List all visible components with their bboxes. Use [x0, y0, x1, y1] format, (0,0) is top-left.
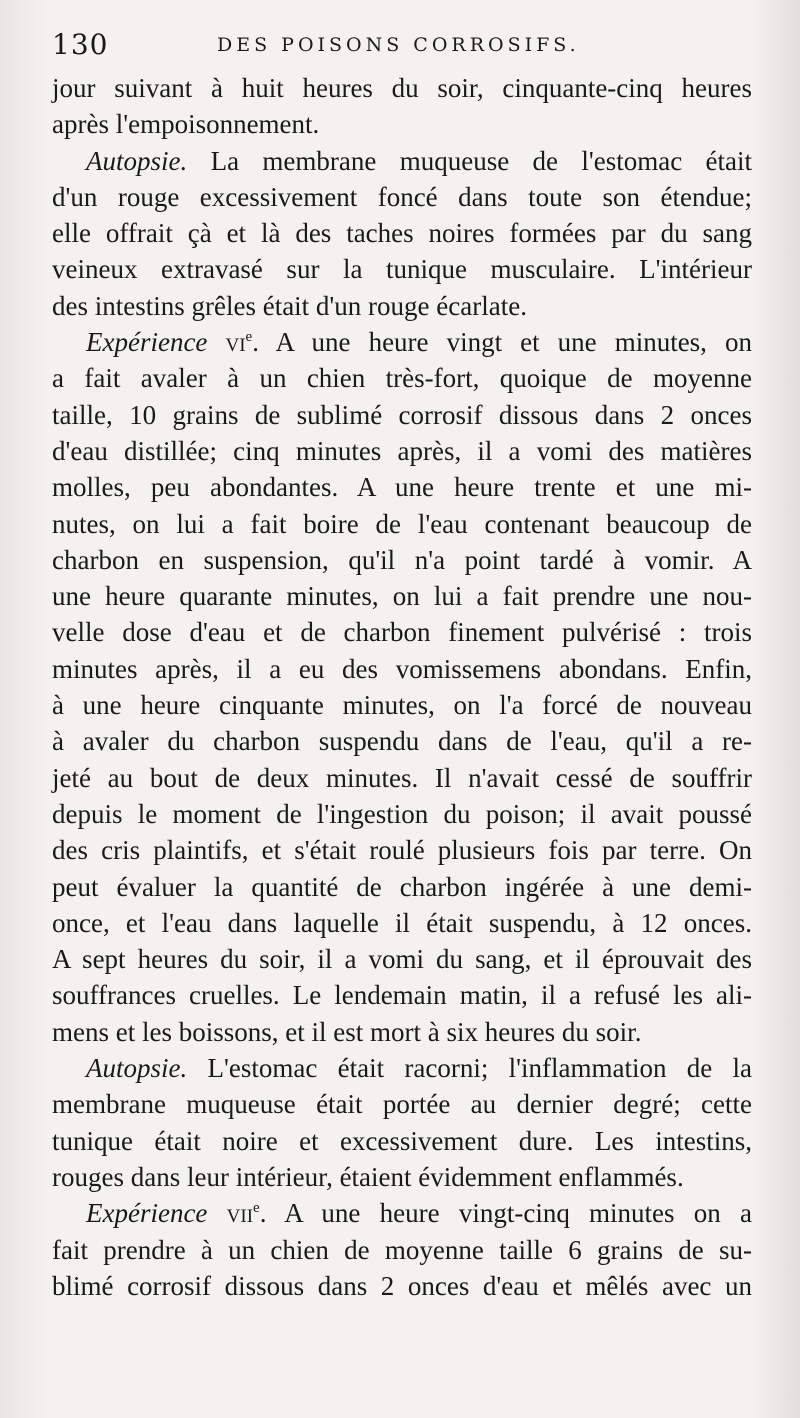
- text-line: velle dose d'eau et de charbon finement pulvérisé : trois: [52, 617, 752, 648]
- text-line: fait prendre à un chien de moyenne taille 6 grains de su-: [52, 1234, 752, 1265]
- text-run: L'estomac était racorni; l'inflammation de la: [187, 1053, 752, 1084]
- text-line: depuis le moment de l'ingestion du poison; il avait poussé: [52, 798, 752, 829]
- text-line: a fait avaler à un chien très-fort, quoique de moyenne: [52, 363, 752, 394]
- text-line: souffrances cruelles. Le lendemain matin, il a refusé les ali-: [52, 980, 752, 1011]
- section-heading: Expérience: [86, 327, 208, 358]
- running-head: DES POISONS CORROSIFS.: [217, 34, 580, 56]
- text-run: . A une heure vingt-cinq minutes on a: [259, 1198, 752, 1229]
- roman-numeral: vii: [207, 1198, 254, 1229]
- text-line: veineux extravasé sur la tunique musculaire. L'intérieur: [52, 254, 752, 285]
- text-line: à une heure cinquante minutes, on l'a forcé de nouveau: [52, 690, 752, 721]
- text-line: d'eau distillée; cinq minutes après, il a vomi des matières: [52, 435, 752, 466]
- paragraph-start-line: [52, 1195, 752, 1231]
- text-line: once, et l'eau dans laquelle il était suspendu, à 12 onces.: [52, 907, 752, 938]
- paragraph-start-line: [52, 1050, 752, 1086]
- text-line: peut évaluer la quantité de charbon ingérée à une demi-: [52, 871, 752, 902]
- text-line: minutes après, il a eu des vomissemens abondans. Enfin,: [52, 653, 752, 684]
- paragraph-start-line: [52, 143, 752, 179]
- body-text: [52, 70, 752, 1304]
- text-line: une heure quarante minutes, on lui a fait prendre une nou-: [52, 581, 752, 612]
- page-header: [52, 28, 772, 68]
- section-heading: Autopsie.: [86, 1053, 188, 1084]
- text-line: elle offrait çà et là des taches noires formées par du sang: [52, 218, 752, 249]
- text-line: molles, peu abondantes. A une heure trente et une mi-: [52, 472, 752, 503]
- superscript: e: [245, 329, 253, 346]
- text-line: jour suivant à huit heures du soir, cinquante-cinq heures: [52, 73, 752, 103]
- text-line: des intestins grêles était d'un rouge écarlate.: [52, 290, 527, 321]
- text-line: rouges dans leur intérieur, étaient évidemment enflammés.: [52, 1161, 684, 1192]
- text-run: La membrane muqueuse de l'estomac était: [187, 145, 752, 176]
- text-line: d'un rouge excessivement foncé dans toute son étendue;: [52, 181, 752, 212]
- text-line: taille, 10 grains de sublimé corrosif dissous dans 2 onces: [52, 399, 752, 430]
- page-number: 130: [52, 28, 109, 61]
- text-line: A sept heures du soir, il a vomi du sang, et il éprouvait des: [52, 944, 752, 975]
- text-run: . A une heure vingt et une minutes, on: [252, 327, 752, 358]
- text-line: mens et les boissons, et il est mort à six heures du soir.: [52, 1016, 642, 1047]
- section-heading: Expérience: [86, 1198, 208, 1229]
- roman-numeral: vi: [207, 327, 246, 358]
- text-line: charbon en suspension, qu'il n'a point tardé à vomir. A: [52, 544, 752, 575]
- superscript: e: [253, 1200, 260, 1217]
- text-line: à avaler du charbon suspendu dans de l'eau, qu'il a re-: [52, 726, 752, 757]
- text-line: des cris plaintifs, et s'était roulé plusieurs fois par terre. On: [52, 835, 752, 866]
- text-line: tunique était noire et excessivement dure. Les intestins,: [52, 1125, 752, 1156]
- section-heading: Autopsie.: [86, 145, 188, 176]
- text-line: après l'empoisonnement.: [52, 109, 320, 140]
- paragraph-start-line: [52, 324, 752, 360]
- text-line: nutes, on lui a fait boire de l'eau contenant beaucoup de: [52, 508, 752, 539]
- text-line: jeté au bout de deux minutes. Il n'avait cessé de souffrir: [52, 762, 752, 793]
- text-line: membrane muqueuse était portée au dernier degré; cette: [52, 1089, 752, 1120]
- text-line: blimé corrosif dissous dans 2 onces d'eau et mêlés avec un: [52, 1270, 752, 1301]
